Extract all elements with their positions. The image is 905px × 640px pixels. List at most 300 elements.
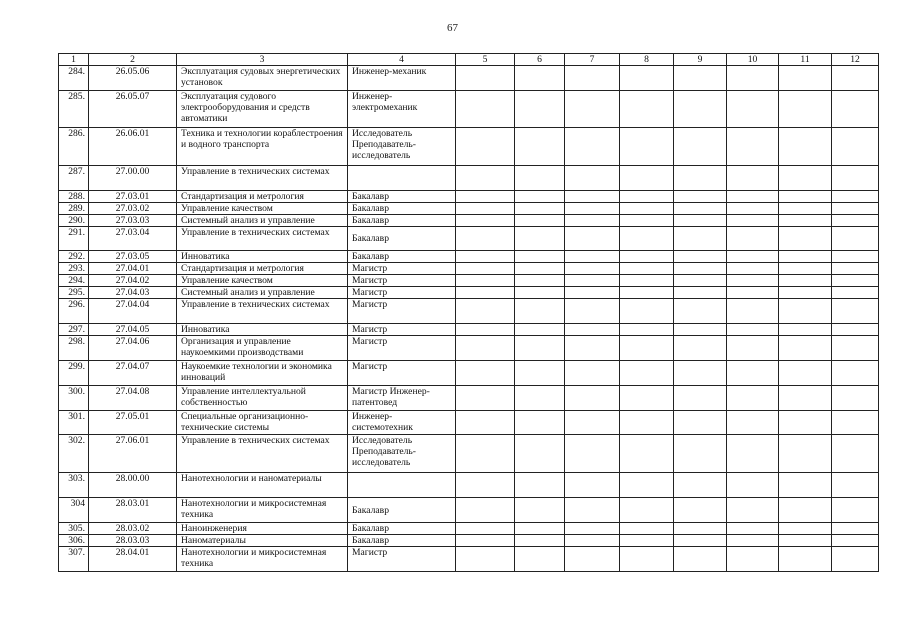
row-name: Управление в технических системах bbox=[177, 299, 348, 324]
empty-cell bbox=[456, 498, 515, 523]
empty-cell bbox=[727, 299, 779, 324]
empty-cell bbox=[565, 128, 620, 166]
empty-cell bbox=[674, 128, 727, 166]
empty-cell bbox=[727, 547, 779, 572]
row-name: Эксплуатация судовых энергетических установок bbox=[177, 66, 348, 91]
empty-cell bbox=[515, 91, 565, 128]
table-row bbox=[59, 411, 879, 435]
empty-cell bbox=[727, 523, 779, 535]
empty-cell bbox=[565, 275, 620, 287]
empty-cell bbox=[620, 336, 674, 361]
empty-cell bbox=[779, 411, 832, 435]
empty-cell bbox=[620, 166, 674, 191]
empty-cell bbox=[620, 361, 674, 386]
empty-cell bbox=[674, 203, 727, 215]
empty-cell bbox=[727, 386, 779, 411]
empty-cell bbox=[565, 411, 620, 435]
empty-cell bbox=[727, 215, 779, 227]
table-row bbox=[59, 275, 879, 287]
row-number: 303. bbox=[59, 473, 89, 498]
row-number: 302. bbox=[59, 435, 89, 473]
row-name: Нанотехнологии и микросистемная техника bbox=[177, 498, 348, 523]
row-code: 27.03.05 bbox=[89, 251, 177, 263]
empty-cell bbox=[779, 66, 832, 91]
empty-cell bbox=[456, 473, 515, 498]
empty-cell bbox=[456, 435, 515, 473]
empty-cell bbox=[565, 473, 620, 498]
row-qualification: Бакалавр bbox=[348, 535, 456, 547]
table-row bbox=[59, 91, 879, 128]
empty-cell bbox=[515, 547, 565, 572]
empty-cell bbox=[620, 411, 674, 435]
row-qualification bbox=[348, 166, 456, 191]
column-header: 9 bbox=[674, 54, 727, 66]
empty-cell bbox=[515, 361, 565, 386]
empty-cell bbox=[832, 361, 879, 386]
table-row bbox=[59, 203, 879, 215]
empty-cell bbox=[832, 498, 879, 523]
empty-cell bbox=[832, 227, 879, 251]
empty-cell bbox=[779, 263, 832, 275]
empty-cell bbox=[674, 191, 727, 203]
empty-cell bbox=[727, 535, 779, 547]
empty-cell bbox=[515, 251, 565, 263]
row-code: 27.03.03 bbox=[89, 215, 177, 227]
empty-cell bbox=[620, 251, 674, 263]
page-number: 67 bbox=[447, 22, 458, 34]
empty-cell bbox=[515, 473, 565, 498]
empty-cell bbox=[674, 473, 727, 498]
row-qualification: Исследователь Преподаватель-исследователь bbox=[348, 435, 456, 473]
row-name: Управление в технических системах bbox=[177, 435, 348, 473]
row-qualification: Бакалавр bbox=[348, 251, 456, 263]
empty-cell bbox=[565, 386, 620, 411]
empty-cell bbox=[565, 523, 620, 535]
empty-cell bbox=[674, 535, 727, 547]
empty-cell bbox=[727, 203, 779, 215]
table-row bbox=[59, 498, 879, 523]
empty-cell bbox=[832, 128, 879, 166]
empty-cell bbox=[779, 547, 832, 572]
empty-cell bbox=[565, 251, 620, 263]
empty-cell bbox=[779, 498, 832, 523]
row-number: 292. bbox=[59, 251, 89, 263]
row-code: 27.03.02 bbox=[89, 203, 177, 215]
empty-cell bbox=[620, 191, 674, 203]
empty-cell bbox=[620, 435, 674, 473]
empty-cell bbox=[515, 324, 565, 336]
empty-cell bbox=[620, 227, 674, 251]
row-number: 304 bbox=[59, 498, 89, 523]
empty-cell bbox=[456, 336, 515, 361]
empty-cell bbox=[565, 336, 620, 361]
row-qualification: Магистр Инженер-патентовед bbox=[348, 386, 456, 411]
row-name: Стандартизация и метрология bbox=[177, 191, 348, 203]
row-qualification: Инженер-механик bbox=[348, 66, 456, 91]
row-name: Управление качеством bbox=[177, 203, 348, 215]
empty-cell bbox=[515, 336, 565, 361]
table-row bbox=[59, 251, 879, 263]
empty-cell bbox=[456, 411, 515, 435]
empty-cell bbox=[674, 166, 727, 191]
empty-cell bbox=[674, 227, 727, 251]
empty-cell bbox=[456, 324, 515, 336]
empty-cell bbox=[515, 435, 565, 473]
empty-cell bbox=[779, 287, 832, 299]
empty-cell bbox=[779, 473, 832, 498]
row-name: Наноинженерия bbox=[177, 523, 348, 535]
empty-cell bbox=[832, 336, 879, 361]
empty-cell bbox=[620, 535, 674, 547]
empty-cell bbox=[832, 251, 879, 263]
row-code: 27.03.01 bbox=[89, 191, 177, 203]
empty-cell bbox=[456, 535, 515, 547]
empty-cell bbox=[620, 287, 674, 299]
row-code: 26.06.01 bbox=[89, 128, 177, 166]
table-row bbox=[59, 324, 879, 336]
empty-cell bbox=[832, 66, 879, 91]
row-code: 27.04.05 bbox=[89, 324, 177, 336]
empty-cell bbox=[727, 263, 779, 275]
empty-cell bbox=[674, 91, 727, 128]
empty-cell bbox=[456, 191, 515, 203]
row-name: Наноматериалы bbox=[177, 535, 348, 547]
row-number: 285. bbox=[59, 91, 89, 128]
row-qualification: Бакалавр bbox=[348, 203, 456, 215]
row-code: 28.03.02 bbox=[89, 523, 177, 535]
empty-cell bbox=[515, 498, 565, 523]
empty-cell bbox=[727, 166, 779, 191]
row-code: 26.05.06 bbox=[89, 66, 177, 91]
row-code: 28.03.03 bbox=[89, 535, 177, 547]
table-row bbox=[59, 66, 879, 91]
empty-cell bbox=[832, 386, 879, 411]
table-row bbox=[59, 523, 879, 535]
empty-cell bbox=[565, 191, 620, 203]
column-header: 6 bbox=[515, 54, 565, 66]
empty-cell bbox=[456, 203, 515, 215]
row-number: 295. bbox=[59, 287, 89, 299]
empty-cell bbox=[674, 66, 727, 91]
row-number: 297. bbox=[59, 324, 89, 336]
row-name: Техника и технологии кораблестроения и водного транспорта bbox=[177, 128, 348, 166]
column-header: 8 bbox=[620, 54, 674, 66]
empty-cell bbox=[620, 498, 674, 523]
row-qualification: Исследователь Преподаватель-исследователь bbox=[348, 128, 456, 166]
empty-cell bbox=[456, 166, 515, 191]
empty-cell bbox=[832, 91, 879, 128]
empty-cell bbox=[674, 498, 727, 523]
row-qualification: Бакалавр bbox=[348, 523, 456, 535]
row-number: 301. bbox=[59, 411, 89, 435]
empty-cell bbox=[456, 275, 515, 287]
empty-cell bbox=[727, 66, 779, 91]
table-body bbox=[59, 66, 879, 572]
column-header: 1 bbox=[59, 54, 89, 66]
empty-cell bbox=[674, 287, 727, 299]
row-qualification: Бакалавр bbox=[348, 498, 456, 523]
table-row bbox=[59, 336, 879, 361]
empty-cell bbox=[674, 523, 727, 535]
table-row bbox=[59, 227, 879, 251]
empty-cell bbox=[515, 523, 565, 535]
empty-cell bbox=[620, 215, 674, 227]
row-code: 27.04.07 bbox=[89, 361, 177, 386]
empty-cell bbox=[620, 299, 674, 324]
row-code: 26.05.07 bbox=[89, 91, 177, 128]
table-row bbox=[59, 128, 879, 166]
table-row bbox=[59, 191, 879, 203]
empty-cell bbox=[832, 547, 879, 572]
empty-cell bbox=[456, 227, 515, 251]
row-qualification: Инженер-электромеханик bbox=[348, 91, 456, 128]
row-code: 27.03.04 bbox=[89, 227, 177, 251]
row-number: 288. bbox=[59, 191, 89, 203]
empty-cell bbox=[674, 215, 727, 227]
empty-cell bbox=[832, 411, 879, 435]
row-name: Организация и управление наукоемкими производствами bbox=[177, 336, 348, 361]
column-header: 12 bbox=[832, 54, 879, 66]
row-name: Системный анализ и управление bbox=[177, 287, 348, 299]
empty-cell bbox=[674, 324, 727, 336]
table-row bbox=[59, 361, 879, 386]
row-number: 287. bbox=[59, 166, 89, 191]
empty-cell bbox=[674, 275, 727, 287]
empty-cell bbox=[727, 275, 779, 287]
table-row bbox=[59, 386, 879, 411]
empty-cell bbox=[832, 166, 879, 191]
row-code: 28.03.01 bbox=[89, 498, 177, 523]
empty-cell bbox=[727, 435, 779, 473]
column-header: 7 bbox=[565, 54, 620, 66]
row-number: 290. bbox=[59, 215, 89, 227]
empty-cell bbox=[515, 128, 565, 166]
empty-cell bbox=[727, 191, 779, 203]
empty-cell bbox=[456, 287, 515, 299]
empty-cell bbox=[832, 324, 879, 336]
row-qualification: Инженер-системотехник bbox=[348, 411, 456, 435]
row-code: 27.06.01 bbox=[89, 435, 177, 473]
empty-cell bbox=[832, 435, 879, 473]
empty-cell bbox=[620, 275, 674, 287]
table-row bbox=[59, 299, 879, 324]
row-code: 27.04.08 bbox=[89, 386, 177, 411]
empty-cell bbox=[832, 299, 879, 324]
empty-cell bbox=[779, 435, 832, 473]
empty-cell bbox=[456, 299, 515, 324]
row-qualification: Магистр bbox=[348, 361, 456, 386]
table-row bbox=[59, 547, 879, 572]
empty-cell bbox=[779, 361, 832, 386]
empty-cell bbox=[515, 191, 565, 203]
column-header: 11 bbox=[779, 54, 832, 66]
row-name: Управление в технических системах bbox=[177, 166, 348, 191]
empty-cell bbox=[832, 191, 879, 203]
empty-cell bbox=[832, 523, 879, 535]
row-qualification: Магистр bbox=[348, 547, 456, 572]
table-row bbox=[59, 215, 879, 227]
empty-cell bbox=[779, 523, 832, 535]
empty-cell bbox=[456, 523, 515, 535]
empty-cell bbox=[779, 215, 832, 227]
empty-cell bbox=[565, 227, 620, 251]
empty-cell bbox=[832, 535, 879, 547]
empty-cell bbox=[515, 66, 565, 91]
empty-cell bbox=[565, 66, 620, 91]
table-row bbox=[59, 263, 879, 275]
row-name: Нанотехнологии и микросистемная техника bbox=[177, 547, 348, 572]
empty-cell bbox=[515, 411, 565, 435]
row-qualification: Магистр bbox=[348, 336, 456, 361]
row-code: 27.04.04 bbox=[89, 299, 177, 324]
column-header: 10 bbox=[727, 54, 779, 66]
empty-cell bbox=[456, 128, 515, 166]
empty-cell bbox=[779, 336, 832, 361]
row-name: Стандартизация и метрология bbox=[177, 263, 348, 275]
row-number: 286. bbox=[59, 128, 89, 166]
empty-cell bbox=[565, 299, 620, 324]
empty-cell bbox=[674, 251, 727, 263]
empty-cell bbox=[727, 411, 779, 435]
row-number: 307. bbox=[59, 547, 89, 572]
row-qualification: Бакалавр bbox=[348, 215, 456, 227]
empty-cell bbox=[727, 324, 779, 336]
empty-cell bbox=[620, 324, 674, 336]
empty-cell bbox=[674, 299, 727, 324]
row-name: Управление качеством bbox=[177, 275, 348, 287]
row-qualification: Магистр bbox=[348, 324, 456, 336]
empty-cell bbox=[727, 227, 779, 251]
empty-cell bbox=[779, 91, 832, 128]
row-qualification: Бакалавр bbox=[348, 191, 456, 203]
column-header: 5 bbox=[456, 54, 515, 66]
empty-cell bbox=[515, 287, 565, 299]
empty-cell bbox=[674, 336, 727, 361]
empty-cell bbox=[565, 215, 620, 227]
empty-cell bbox=[620, 91, 674, 128]
empty-cell bbox=[565, 435, 620, 473]
row-qualification: Магистр bbox=[348, 299, 456, 324]
qualification-table bbox=[58, 53, 879, 572]
empty-cell bbox=[832, 473, 879, 498]
row-code: 28.00.00 bbox=[89, 473, 177, 498]
empty-cell bbox=[832, 215, 879, 227]
row-number: 289. bbox=[59, 203, 89, 215]
empty-cell bbox=[515, 227, 565, 251]
empty-cell bbox=[456, 386, 515, 411]
empty-cell bbox=[779, 386, 832, 411]
empty-cell bbox=[515, 166, 565, 191]
row-number: 291. bbox=[59, 227, 89, 251]
empty-cell bbox=[832, 263, 879, 275]
row-name: Эксплуатация судового электрооборудования и средств автоматики bbox=[177, 91, 348, 128]
empty-cell bbox=[456, 251, 515, 263]
empty-cell bbox=[832, 203, 879, 215]
empty-cell bbox=[565, 263, 620, 275]
empty-cell bbox=[565, 547, 620, 572]
row-code: 27.00.00 bbox=[89, 166, 177, 191]
row-qualification: Магистр bbox=[348, 263, 456, 275]
empty-cell bbox=[620, 66, 674, 91]
empty-cell bbox=[515, 203, 565, 215]
row-number: 300. bbox=[59, 386, 89, 411]
empty-cell bbox=[565, 535, 620, 547]
empty-cell bbox=[779, 166, 832, 191]
row-number: 298. bbox=[59, 336, 89, 361]
row-number: 293. bbox=[59, 263, 89, 275]
empty-cell bbox=[727, 287, 779, 299]
row-name: Наукоемкие технологии и экономика инноваций bbox=[177, 361, 348, 386]
row-qualification bbox=[348, 473, 456, 498]
empty-cell bbox=[779, 203, 832, 215]
row-name: Специальные организационно-технические системы bbox=[177, 411, 348, 435]
empty-cell bbox=[515, 299, 565, 324]
table-row bbox=[59, 473, 879, 498]
empty-cell bbox=[674, 411, 727, 435]
empty-cell bbox=[456, 547, 515, 572]
row-code: 27.04.03 bbox=[89, 287, 177, 299]
empty-cell bbox=[727, 336, 779, 361]
row-qualification: Магистр bbox=[348, 287, 456, 299]
empty-cell bbox=[779, 324, 832, 336]
row-name: Инноватика bbox=[177, 251, 348, 263]
empty-cell bbox=[832, 275, 879, 287]
row-qualification: Бакалавр bbox=[348, 227, 456, 251]
empty-cell bbox=[515, 386, 565, 411]
empty-cell bbox=[620, 473, 674, 498]
empty-cell bbox=[727, 251, 779, 263]
table-row bbox=[59, 435, 879, 473]
row-code: 27.05.01 bbox=[89, 411, 177, 435]
row-name: Инноватика bbox=[177, 324, 348, 336]
row-number: 305. bbox=[59, 523, 89, 535]
empty-cell bbox=[515, 263, 565, 275]
empty-cell bbox=[565, 166, 620, 191]
empty-cell bbox=[620, 203, 674, 215]
row-name: Управление интеллектуальной собственностью bbox=[177, 386, 348, 411]
empty-cell bbox=[779, 251, 832, 263]
column-header: 2 bbox=[89, 54, 177, 66]
empty-cell bbox=[674, 547, 727, 572]
empty-cell bbox=[620, 386, 674, 411]
empty-cell bbox=[727, 128, 779, 166]
empty-cell bbox=[727, 361, 779, 386]
empty-cell bbox=[456, 66, 515, 91]
empty-cell bbox=[456, 263, 515, 275]
empty-cell bbox=[620, 263, 674, 275]
empty-cell bbox=[674, 263, 727, 275]
empty-cell bbox=[565, 203, 620, 215]
row-number: 284. bbox=[59, 66, 89, 91]
row-name: Управление в технических системах bbox=[177, 227, 348, 251]
row-code: 27.04.06 bbox=[89, 336, 177, 361]
empty-cell bbox=[779, 275, 832, 287]
empty-cell bbox=[674, 361, 727, 386]
empty-cell bbox=[832, 287, 879, 299]
row-number: 306. bbox=[59, 535, 89, 547]
row-name: Нанотехнологии и наноматериалы bbox=[177, 473, 348, 498]
table-row bbox=[59, 166, 879, 191]
empty-cell bbox=[674, 386, 727, 411]
empty-cell bbox=[779, 128, 832, 166]
table-row bbox=[59, 535, 879, 547]
empty-cell bbox=[727, 498, 779, 523]
row-number: 294. bbox=[59, 275, 89, 287]
header-row bbox=[59, 54, 879, 66]
empty-cell bbox=[456, 361, 515, 386]
row-code: 27.04.01 bbox=[89, 263, 177, 275]
table-row bbox=[59, 287, 879, 299]
